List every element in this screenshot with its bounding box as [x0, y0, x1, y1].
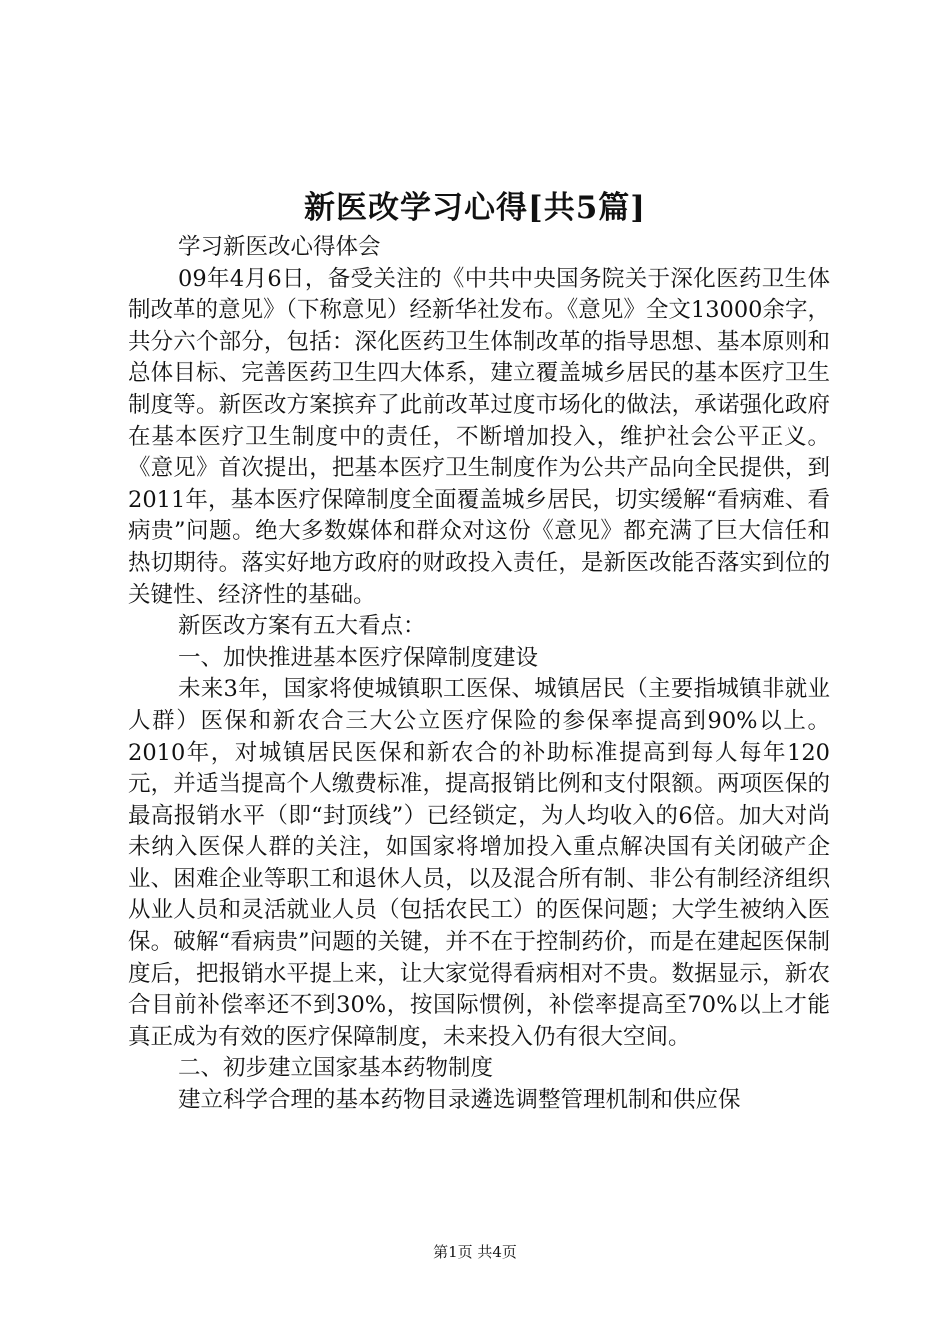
paragraph-highlights: 新医改方案有五大看点： — [178, 613, 426, 640]
document-title: 新医改学习心得[共5篇] — [304, 190, 646, 226]
paragraph-section-2: 建立科学合理的基本药物目录遴选调整管理机制和供应保 — [178, 1087, 741, 1114]
section-heading-1: 一、加快推进基本医疗保障制度建设 — [178, 644, 539, 671]
document-subtitle: 学习新医改心得体会 — [178, 234, 381, 260]
page-footer: 第1页 共4页 — [433, 1243, 517, 1261]
paragraph-section-1: 未来3年，国家将使城镇职工医保、城镇居民（主要指城镇非就业人群）医保和新农合三大公立医疗保险的参保率提高到90%以上。2010年，对城镇居民医保和新农合的补助标准提高到每人每年120元，并适当提高个人缴费标准，提高报销比例和支付限额。两项医保的最高报销水平（即“封顶线”）已经锁定，为人均收入的6倍。加大对尚未纳入医保人群的关注，如国家将增加投入重点解决国有关闭破产企业、困难企业等职工和退休人员，以及混合所有制、非公有制经济组织从业人员和灵活就业人员（包括农民工）的医保问题；大学生被纳入医保。破解“看病贵”问题的关键，并不在于控制药价，而是在建起医保制度后，把报销水平提上来，让大家觉得看病相对不贵。数据显示，新农合目前补偿率还不到30%，按国际惯例，补偿率提高至70%以上才能真正成为有效的医疗保障制度，未来投入仍有很大空间。 — [128, 676, 830, 1050]
section-heading-2: 二、初步建立国家基本药物制度 — [178, 1055, 494, 1082]
paragraph-intro: 09年4月6日，备受关注的《中共中央国务院关于深化医药卫生体制改革的意见》（下称意见）经新华社发布。《意见》全文13000余字，共分六个部分，包括：深化医药卫生体制改革的指导思想、基本原则和总体目标、完善医药卫生四大体系，建立覆盖城乡居民的基本医疗卫生制度等。新医改方案摈弃了此前改革过度市场化的做法，承诺强化政府在基本医疗卫生制度中的责任，不断增加投入，维护社会公平正义。《意见》首次提出，把基本医疗卫生制度作为公共产品向全民提供，到2011年，基本医疗保障制度全面覆盖城乡居民，切实缓解“看病难、看病贵”问题。绝大多数媒体和群众对这份《意见》都充满了巨大信任和热切期待。落实好地方政府的财政投入责任，是新医改能否落实到位的关键性、经济性的基础。 — [128, 265, 830, 608]
document-body — [128, 232, 830, 1117]
